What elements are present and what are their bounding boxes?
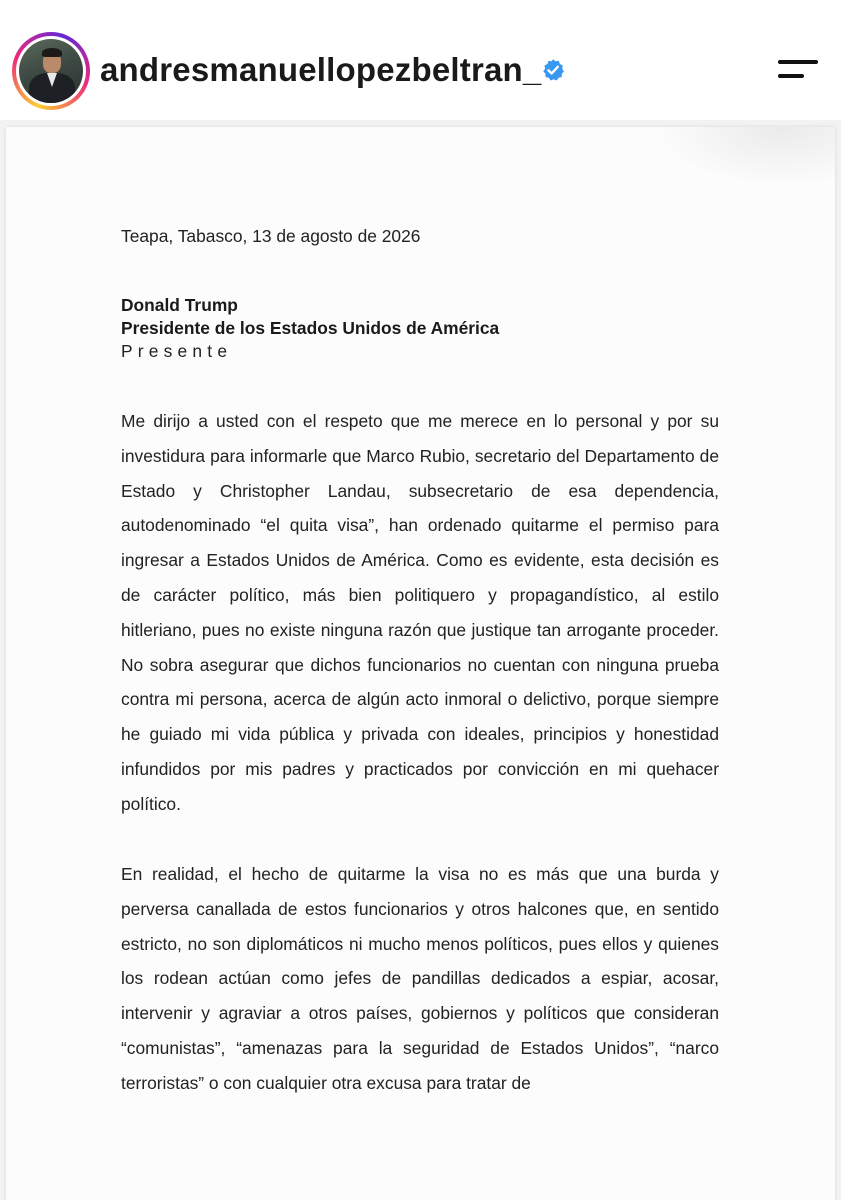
profile-header xyxy=(0,0,841,120)
profile-avatar[interactable] xyxy=(12,32,90,110)
avatar-photo xyxy=(19,39,83,103)
username[interactable]: andresmanuellopezbeltran_ xyxy=(100,51,542,88)
recipient-name: Donald Trump xyxy=(121,295,238,315)
letter-place-date: Teapa, Tabasco, 13 de agosto de 2026 xyxy=(121,226,421,246)
letter-document xyxy=(6,127,835,1200)
letter-recipient xyxy=(121,294,719,363)
recipient-title: Presidente de los Estados Unidos de América xyxy=(121,318,500,338)
letter-paragraph: Me dirijo a usted con el respeto que me merece en lo personal y por su investidura para informarle que Marco Rubio, secretario del Departamento de Estado y Christopher Landau, subsecretario de esa dependencia, autodenominado “el quita visa”, han ordenado quitarme el permiso para ingresar a Estados Unidos de América. Como es evidente, esta decisión es de carácter político, más bien politiquero y propagandístico, al estilo hitleriano, pues no existe ninguna razón que justique tan arrogante proceder. No sobra asegurar que dichos funcionarios no cuentan con ninguna prueba contra mi persona, acerca de algún acto inmoral o delictivo, porque siempre he guiado mi vida pública y privada con ideales, principios y honestidad infundidos por mis padres y practicados por convicción en mi quehacer político. xyxy=(121,411,719,814)
verified-badge-icon xyxy=(541,58,565,82)
letter-paragraph: En realidad, el hecho de quitarme la visa no es más que una burda y perversa canallada de estos funcionarios y otros halcones que, en sentido estricto, no son diplomáticos ni mucho menos políticos, pues ellos y quienes los rodean actúan como jefes de pandillas dedicados a espiar, acosar, intervenir y agraviar a otros países, gobiernos y políticos que consideran “comunistas”, “amenazas para la seguridad de Estados Unidos”, “narco terroristas” o con cualquier otra excusa para tratar de xyxy=(121,864,719,1093)
salutation: Presente xyxy=(121,341,233,361)
menu-icon[interactable] xyxy=(778,58,820,82)
